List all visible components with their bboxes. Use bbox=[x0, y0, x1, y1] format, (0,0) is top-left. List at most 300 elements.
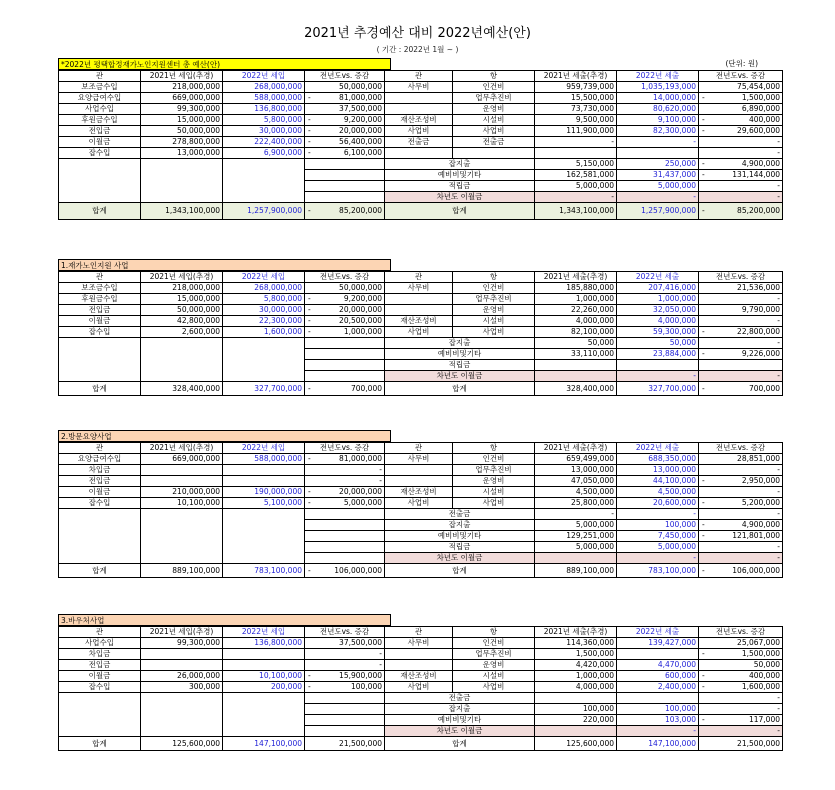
empty-cell bbox=[305, 192, 385, 203]
empty-cell bbox=[141, 338, 223, 382]
expense-diff bbox=[699, 476, 783, 487]
cell-value: 700,000 bbox=[748, 384, 780, 393]
expense-2022: 250,000 bbox=[617, 159, 699, 170]
cell-value: 20,000,000 bbox=[339, 487, 382, 496]
empty-cell bbox=[305, 520, 385, 531]
income-2021 bbox=[141, 660, 223, 671]
expense-category: 잡지출 bbox=[385, 159, 535, 170]
total-expense-2021: 1,343,100,000 bbox=[535, 203, 617, 220]
expense-2022: 2,400,000 bbox=[617, 682, 699, 693]
income-2022: 6,900,000 bbox=[223, 148, 305, 159]
expense-item: 운영비 bbox=[453, 305, 535, 316]
expense-item: 전출금 bbox=[453, 137, 535, 148]
income-2022 bbox=[223, 660, 305, 671]
expense-category: 재산조성비 bbox=[385, 115, 453, 126]
expense-2022: 5,000,000 bbox=[617, 542, 699, 553]
cell-value: 700,000 bbox=[350, 384, 382, 393]
expense-category bbox=[385, 476, 453, 487]
column-header: 2021년 세출(추경) bbox=[535, 272, 617, 283]
decrease-mark: - bbox=[308, 671, 311, 680]
table-row bbox=[59, 338, 783, 349]
budget-table bbox=[58, 70, 783, 220]
decrease-mark: - bbox=[702, 498, 705, 507]
expense-diff: 6,890,000 bbox=[699, 104, 783, 115]
cell-value: 85,200,000 bbox=[737, 206, 780, 215]
expense-item: 시설비 bbox=[453, 316, 535, 327]
expense-2021: 13,000,000 bbox=[535, 465, 617, 476]
table-row bbox=[59, 682, 783, 693]
expense-2022: - bbox=[617, 553, 699, 564]
expense-2021: 4,000,000 bbox=[535, 316, 617, 327]
column-header: 2021년 세출(추경) bbox=[535, 443, 617, 454]
expense-category: 사업비 bbox=[385, 126, 453, 137]
cell-value: 100,000 bbox=[350, 682, 382, 691]
income-diff bbox=[305, 487, 385, 498]
income-2022: 5,800,000 bbox=[223, 115, 305, 126]
section-header bbox=[58, 613, 768, 626]
expense-2022: 80,620,000 bbox=[617, 104, 699, 115]
expense-2022: 82,300,000 bbox=[617, 126, 699, 137]
income-diff bbox=[305, 305, 385, 316]
expense-diff: 28,851,000 bbox=[699, 454, 783, 465]
income-2021: 300,000 bbox=[141, 682, 223, 693]
income-2022: 268,000,000 bbox=[223, 82, 305, 93]
empty-cell bbox=[305, 553, 385, 564]
expense-2021 bbox=[535, 726, 617, 737]
expense-category bbox=[385, 294, 453, 305]
expense-diff: - bbox=[699, 704, 783, 715]
income-category: 잡수입 bbox=[59, 148, 141, 159]
expense-2022 bbox=[617, 649, 699, 660]
table-row bbox=[59, 638, 783, 649]
expense-diff: 25,067,000 bbox=[699, 638, 783, 649]
expense-item: 사업비 bbox=[453, 327, 535, 338]
empty-cell bbox=[305, 542, 385, 553]
column-header: 전년도vs. 증감 bbox=[305, 443, 385, 454]
income-diff bbox=[305, 115, 385, 126]
expense-2021: 220,000 bbox=[535, 715, 617, 726]
column-header: 전년도vs. 증감 bbox=[305, 71, 385, 82]
expense-diff bbox=[699, 682, 783, 693]
decrease-mark: - bbox=[702, 476, 705, 485]
budget-table bbox=[58, 442, 783, 578]
expense-category: 재산조성비 bbox=[385, 671, 453, 682]
table-row bbox=[59, 327, 783, 338]
income-diff bbox=[305, 671, 385, 682]
expense-diff: - bbox=[699, 338, 783, 349]
income-category: 차입금 bbox=[59, 465, 141, 476]
expense-diff: - bbox=[699, 192, 783, 203]
empty-cell bbox=[305, 170, 385, 181]
income-2021: 210,000,000 bbox=[141, 487, 223, 498]
table-row bbox=[59, 316, 783, 327]
expense-item: 사업비 bbox=[453, 498, 535, 509]
income-category: 전입금 bbox=[59, 126, 141, 137]
expense-item bbox=[453, 148, 535, 159]
empty-cell bbox=[59, 509, 141, 564]
budget-table bbox=[58, 271, 783, 396]
column-header: 항 bbox=[453, 71, 535, 82]
table-row bbox=[59, 671, 783, 682]
expense-2022: 20,600,000 bbox=[617, 498, 699, 509]
expense-category: 적립금 bbox=[385, 181, 535, 192]
expense-diff bbox=[699, 531, 783, 542]
expense-category bbox=[385, 305, 453, 316]
expense-item: 인건비 bbox=[453, 638, 535, 649]
expense-category: 적립금 bbox=[385, 542, 535, 553]
expense-item: 시설비 bbox=[453, 487, 535, 498]
income-category: 차입금 bbox=[59, 649, 141, 660]
expense-diff: - bbox=[699, 509, 783, 520]
income-category: 보조금수입 bbox=[59, 283, 141, 294]
expense-2022: 103,000 bbox=[617, 715, 699, 726]
income-diff bbox=[305, 148, 385, 159]
unit-label: (단위: 원) bbox=[725, 59, 758, 68]
cell-value: 20,500,000 bbox=[339, 316, 382, 325]
income-2021: 99,300,000 bbox=[141, 638, 223, 649]
budget-table bbox=[58, 626, 783, 751]
column-header: 전년도vs. 증감 bbox=[699, 443, 783, 454]
expense-2021: - bbox=[535, 192, 617, 203]
table-row bbox=[59, 115, 783, 126]
total-label: 합계 bbox=[59, 737, 141, 751]
decrease-mark: - bbox=[308, 305, 311, 314]
cell-value: 22,800,000 bbox=[737, 327, 780, 336]
expense-category: 차년도 이월금 bbox=[385, 371, 535, 382]
cell-value: 400,000 bbox=[748, 115, 780, 124]
income-diff bbox=[305, 294, 385, 305]
table-row bbox=[59, 660, 783, 671]
total-expense-2021: 328,400,000 bbox=[535, 382, 617, 396]
expense-category: 사무비 bbox=[385, 454, 453, 465]
decrease-mark: - bbox=[702, 384, 705, 393]
decrease-mark: - bbox=[702, 93, 705, 102]
expense-2022 bbox=[617, 360, 699, 371]
table-row bbox=[59, 82, 783, 93]
column-header: 2022년 세출 bbox=[617, 627, 699, 638]
expense-diff: - bbox=[699, 148, 783, 159]
expense-diff: - bbox=[699, 294, 783, 305]
income-2022: 190,000,000 bbox=[223, 487, 305, 498]
expense-category: 사업비 bbox=[385, 498, 453, 509]
cell-value: 5,000,000 bbox=[343, 498, 382, 507]
expense-2021: 4,420,000 bbox=[535, 660, 617, 671]
income-category: 이월금 bbox=[59, 487, 141, 498]
column-header: 2022년 세입 bbox=[223, 272, 305, 283]
cell-value: 56,400,000 bbox=[339, 137, 382, 146]
decrease-mark: - bbox=[702, 671, 705, 680]
expense-2021: - bbox=[535, 509, 617, 520]
income-2021: 15,000,000 bbox=[141, 294, 223, 305]
income-2021: 42,800,000 bbox=[141, 316, 223, 327]
expense-category: 재산조성비 bbox=[385, 316, 453, 327]
cell-value: 4,900,000 bbox=[741, 159, 780, 168]
expense-2022: - bbox=[617, 137, 699, 148]
decrease-mark: - bbox=[308, 294, 311, 303]
expense-2022: - bbox=[617, 726, 699, 737]
expense-diff: - bbox=[699, 553, 783, 564]
table-row bbox=[59, 126, 783, 137]
expense-diff bbox=[699, 360, 783, 371]
decrease-mark: - bbox=[308, 126, 311, 135]
cell-value: 400,000 bbox=[748, 671, 780, 680]
total-income-2021: 1,343,100,000 bbox=[141, 203, 223, 220]
income-diff: 37,500,000 bbox=[305, 638, 385, 649]
expense-2021: 100,000 bbox=[535, 704, 617, 715]
decrease-mark: - bbox=[702, 159, 705, 168]
expense-diff bbox=[699, 327, 783, 338]
empty-cell bbox=[305, 349, 385, 360]
empty-cell bbox=[305, 726, 385, 737]
income-diff: - bbox=[305, 649, 385, 660]
cell-value: 1,500,000 bbox=[741, 649, 780, 658]
decrease-mark: - bbox=[702, 206, 705, 215]
income-diff: 37,500,000 bbox=[305, 104, 385, 115]
cell-value: 121,801,000 bbox=[732, 531, 780, 540]
total-label: 합계 bbox=[59, 203, 141, 220]
expense-2021: 111,900,000 bbox=[535, 126, 617, 137]
expense-2021: 185,880,000 bbox=[535, 283, 617, 294]
expense-2021 bbox=[535, 553, 617, 564]
table-row bbox=[59, 487, 783, 498]
income-2022: 136,800,000 bbox=[223, 638, 305, 649]
expense-2022: 207,416,000 bbox=[617, 283, 699, 294]
expense-2021 bbox=[535, 371, 617, 382]
total-expense-diff bbox=[699, 564, 783, 578]
expense-category: 잡지출 bbox=[385, 520, 535, 531]
expense-2021: 162,581,000 bbox=[535, 170, 617, 181]
expense-2021: 5,000,000 bbox=[535, 542, 617, 553]
document-title: 2021년 추경예산 대비 2022년예산(안) bbox=[304, 26, 531, 41]
income-2022: 5,800,000 bbox=[223, 294, 305, 305]
table-row bbox=[59, 104, 783, 115]
expense-diff bbox=[699, 349, 783, 360]
budget-section bbox=[58, 57, 780, 220]
total-label: 합계 bbox=[385, 382, 535, 396]
empty-cell bbox=[305, 360, 385, 371]
total-row bbox=[59, 564, 783, 578]
column-header: 2022년 세출 bbox=[617, 71, 699, 82]
cell-value: 9,200,000 bbox=[343, 115, 382, 124]
column-header: 관 bbox=[59, 443, 141, 454]
income-category: 잡수입 bbox=[59, 498, 141, 509]
cell-value: 9,226,000 bbox=[741, 349, 780, 358]
empty-cell bbox=[141, 693, 223, 737]
expense-2021: 82,100,000 bbox=[535, 327, 617, 338]
expense-2021: 1,000,000 bbox=[535, 671, 617, 682]
section-header bbox=[58, 429, 768, 442]
total-label: 합계 bbox=[59, 564, 141, 578]
column-header: 전년도vs. 증감 bbox=[699, 272, 783, 283]
decrease-mark: - bbox=[308, 384, 311, 393]
income-2022 bbox=[223, 465, 305, 476]
income-diff bbox=[305, 137, 385, 148]
expense-2021: 22,260,000 bbox=[535, 305, 617, 316]
expense-item: 사업비 bbox=[453, 682, 535, 693]
income-2022: 22,300,000 bbox=[223, 316, 305, 327]
expense-2022: 139,427,000 bbox=[617, 638, 699, 649]
expense-2022: 100,000 bbox=[617, 520, 699, 531]
expense-2022: 32,050,000 bbox=[617, 305, 699, 316]
column-header: 항 bbox=[453, 272, 535, 283]
income-2021: 26,000,000 bbox=[141, 671, 223, 682]
expense-item: 사업비 bbox=[453, 126, 535, 137]
total-expense-2022: 1,257,900,000 bbox=[617, 203, 699, 220]
empty-cell bbox=[305, 181, 385, 192]
decrease-mark: - bbox=[308, 316, 311, 325]
expense-diff: - bbox=[699, 542, 783, 553]
income-category: 사업수입 bbox=[59, 104, 141, 115]
total-label: 합계 bbox=[385, 203, 535, 220]
total-expense-2021: 125,600,000 bbox=[535, 737, 617, 751]
expense-2022: 688,350,000 bbox=[617, 454, 699, 465]
income-diff bbox=[305, 93, 385, 104]
expense-category: 적립금 bbox=[385, 360, 535, 371]
table-header-row bbox=[59, 272, 783, 283]
column-header: 2022년 세입 bbox=[223, 443, 305, 454]
cell-value: 131,144,000 bbox=[732, 170, 780, 179]
period-text: ( 기간 : 2022년 1월 ~ ) bbox=[376, 45, 459, 54]
cell-value: 4,900,000 bbox=[741, 520, 780, 529]
empty-cell bbox=[141, 159, 223, 203]
cell-value: 106,000,000 bbox=[334, 566, 382, 575]
total-label: 합계 bbox=[59, 382, 141, 396]
column-header: 관 bbox=[59, 71, 141, 82]
empty-cell bbox=[223, 159, 305, 203]
income-2021: 50,000,000 bbox=[141, 126, 223, 137]
decrease-mark: - bbox=[702, 327, 705, 336]
income-2021: 2,600,000 bbox=[141, 327, 223, 338]
income-diff bbox=[305, 498, 385, 509]
table-row bbox=[59, 454, 783, 465]
expense-2022: 4,470,000 bbox=[617, 660, 699, 671]
cell-value: 1,500,000 bbox=[741, 93, 780, 102]
total-expense-diff: 21,500,000 bbox=[699, 737, 783, 751]
table-row bbox=[59, 693, 783, 704]
table-row bbox=[59, 283, 783, 294]
expense-2022: 31,437,000 bbox=[617, 170, 699, 181]
expense-category: 차년도 이월금 bbox=[385, 726, 535, 737]
decrease-mark: - bbox=[308, 566, 311, 575]
income-2022: 30,000,000 bbox=[223, 305, 305, 316]
decrease-mark: - bbox=[308, 682, 311, 691]
expense-2022: 13,000,000 bbox=[617, 465, 699, 476]
expense-2021: 5,000,000 bbox=[535, 181, 617, 192]
income-category: 전입금 bbox=[59, 476, 141, 487]
total-income-diff bbox=[305, 564, 385, 578]
expense-2022: 4,500,000 bbox=[617, 487, 699, 498]
expense-diff: 75,454,000 bbox=[699, 82, 783, 93]
expense-2022: - bbox=[617, 192, 699, 203]
total-label: 합계 bbox=[385, 737, 535, 751]
cell-value: 117,000 bbox=[748, 715, 780, 724]
decrease-mark: - bbox=[308, 487, 311, 496]
column-header: 전년도vs. 증감 bbox=[699, 627, 783, 638]
table-row bbox=[59, 294, 783, 305]
income-diff: - bbox=[305, 476, 385, 487]
income-2022: 136,800,000 bbox=[223, 104, 305, 115]
column-header: 관 bbox=[385, 627, 453, 638]
table-row bbox=[59, 465, 783, 476]
income-2022 bbox=[223, 649, 305, 660]
expense-2021: 50,000 bbox=[535, 338, 617, 349]
column-header: 관 bbox=[385, 71, 453, 82]
expense-2022: 23,884,000 bbox=[617, 349, 699, 360]
expense-diff: - bbox=[699, 371, 783, 382]
column-header: 2021년 세입(추경) bbox=[141, 71, 223, 82]
expense-2021: - bbox=[535, 137, 617, 148]
total-expense-2021: 889,100,000 bbox=[535, 564, 617, 578]
empty-cell bbox=[305, 704, 385, 715]
expense-diff bbox=[699, 159, 783, 170]
income-2022: 30,000,000 bbox=[223, 126, 305, 137]
expense-diff bbox=[699, 671, 783, 682]
expense-diff bbox=[699, 126, 783, 137]
expense-2022 bbox=[617, 148, 699, 159]
expense-diff bbox=[699, 715, 783, 726]
column-header: 관 bbox=[59, 272, 141, 283]
expense-2022: 5,000,000 bbox=[617, 181, 699, 192]
table-header-row bbox=[59, 443, 783, 454]
decrease-mark: - bbox=[308, 115, 311, 124]
expense-item: 운영비 bbox=[453, 476, 535, 487]
expense-category bbox=[385, 649, 453, 660]
expense-2022: 50,000 bbox=[617, 338, 699, 349]
income-category: 보조금수입 bbox=[59, 82, 141, 93]
expense-item: 업무추진비 bbox=[453, 294, 535, 305]
expense-diff bbox=[699, 93, 783, 104]
expense-2021: 9,500,000 bbox=[535, 115, 617, 126]
table-row bbox=[59, 498, 783, 509]
total-label: 합계 bbox=[385, 564, 535, 578]
section-title: *2022년 평택합정재가노인지원센터 총 예산(안) bbox=[58, 58, 391, 70]
expense-category: 예비비및기타 bbox=[385, 170, 535, 181]
income-2021: 99,300,000 bbox=[141, 104, 223, 115]
expense-diff bbox=[699, 498, 783, 509]
expense-2021: 47,050,000 bbox=[535, 476, 617, 487]
income-category: 후원금수입 bbox=[59, 294, 141, 305]
expense-diff bbox=[699, 115, 783, 126]
cell-value: 29,600,000 bbox=[737, 126, 780, 135]
expense-2021: 33,110,000 bbox=[535, 349, 617, 360]
income-diff: 50,000,000 bbox=[305, 82, 385, 93]
column-header: 2021년 세출(추경) bbox=[535, 71, 617, 82]
total-income-2022: 147,100,000 bbox=[223, 737, 305, 751]
expense-2022: 14,000,000 bbox=[617, 93, 699, 104]
empty-cell bbox=[59, 338, 141, 382]
decrease-mark: - bbox=[308, 148, 311, 157]
expense-2021: 659,499,000 bbox=[535, 454, 617, 465]
section-header bbox=[58, 258, 768, 271]
total-expense-diff bbox=[699, 203, 783, 220]
expense-diff: - bbox=[699, 693, 783, 704]
expense-category: 예비비및기타 bbox=[385, 531, 535, 542]
cell-value: 81,000,000 bbox=[339, 93, 382, 102]
total-income-diff bbox=[305, 382, 385, 396]
expense-item: 시설비 bbox=[453, 115, 535, 126]
income-2021: 669,000,000 bbox=[141, 454, 223, 465]
cell-value: 81,000,000 bbox=[339, 454, 382, 463]
expense-category bbox=[385, 465, 453, 476]
expense-2022: 44,100,000 bbox=[617, 476, 699, 487]
column-header: 2021년 세입(추경) bbox=[141, 627, 223, 638]
expense-2022: - bbox=[617, 371, 699, 382]
expense-2022: - bbox=[617, 509, 699, 520]
decrease-mark: - bbox=[702, 715, 705, 724]
budget-section bbox=[58, 429, 780, 578]
income-2022: 588,000,000 bbox=[223, 454, 305, 465]
expense-category: 잡지출 bbox=[385, 338, 535, 349]
